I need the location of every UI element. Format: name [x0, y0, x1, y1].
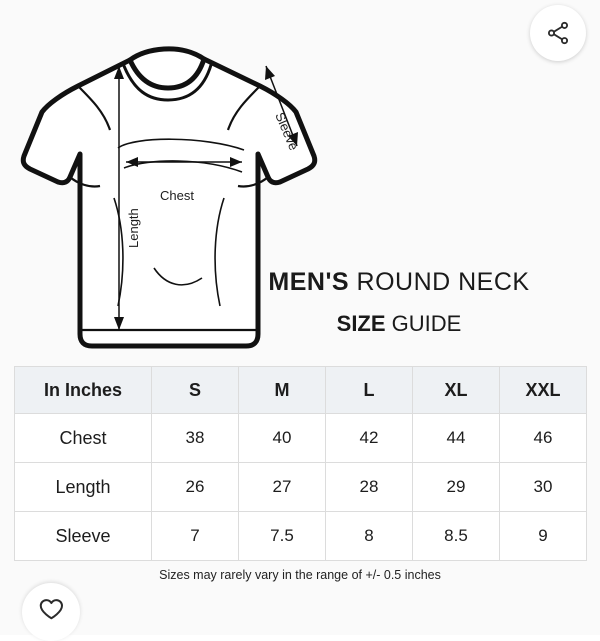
cell-chest-l: 42	[326, 414, 413, 463]
chest-measure-label: Chest	[160, 188, 194, 203]
table-header-row	[15, 367, 587, 414]
table-col-header-l: L	[326, 367, 413, 414]
cell-length-s: 26	[152, 463, 239, 512]
wishlist-button[interactable]	[22, 583, 80, 641]
sleeve-measure-label: Sleeve	[272, 110, 302, 153]
row-label-chest: Chest	[15, 414, 152, 463]
row-label-sleeve: Sleeve	[15, 512, 152, 561]
cell-length-l: 28	[326, 463, 413, 512]
cell-length-xl: 29	[413, 463, 500, 512]
table-col-header-unit: In Inches	[15, 367, 152, 414]
title-light-2: GUIDE	[385, 311, 462, 336]
share-button[interactable]	[530, 5, 586, 61]
cell-sleeve-xl: 8.5	[413, 512, 500, 561]
table-row	[15, 512, 587, 561]
length-measure-label: Length	[126, 208, 141, 248]
table-col-header-m: M	[239, 367, 326, 414]
heart-icon	[36, 595, 66, 630]
row-label-length: Length	[15, 463, 152, 512]
table-col-header-xxl: XXL	[500, 367, 587, 414]
cell-chest-s: 38	[152, 414, 239, 463]
cell-sleeve-l: 8	[326, 512, 413, 561]
table-col-header-xl: XL	[413, 367, 500, 414]
size-table	[14, 366, 587, 561]
cell-length-m: 27	[239, 463, 326, 512]
cell-chest-xxl: 46	[500, 414, 587, 463]
page-title	[234, 268, 564, 337]
cell-chest-m: 40	[239, 414, 326, 463]
table-col-header-s: S	[152, 367, 239, 414]
cell-sleeve-s: 7	[152, 512, 239, 561]
cell-sleeve-m: 7.5	[239, 512, 326, 561]
cell-sleeve-xxl: 9	[500, 512, 587, 561]
title-bold-1: MEN'S	[268, 268, 350, 296]
cell-chest-xl: 44	[413, 414, 500, 463]
cell-length-xxl: 30	[500, 463, 587, 512]
title-bold-2: SIZE	[336, 311, 386, 336]
table-row	[15, 414, 587, 463]
title-light-1: ROUND NECK	[349, 268, 530, 296]
share-icon	[545, 20, 571, 46]
size-variance-note: Sizes may rarely vary in the range of +/- 0.5 inches	[159, 568, 441, 582]
table-row	[15, 463, 587, 512]
